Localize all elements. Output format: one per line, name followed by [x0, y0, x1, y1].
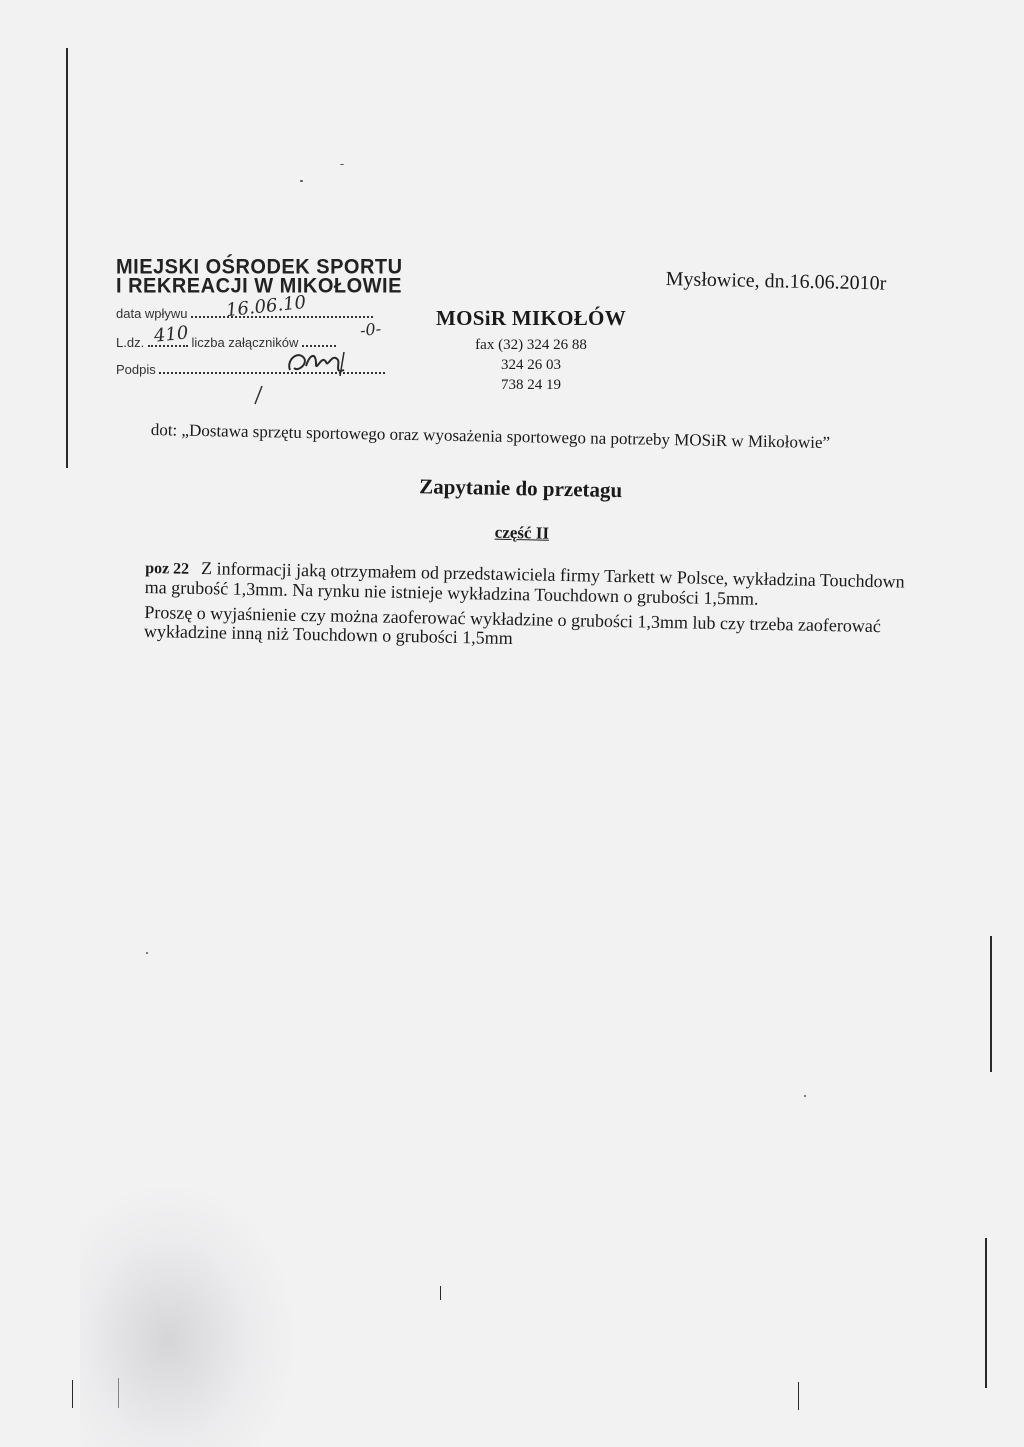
sender-phone-3: 738 24 19: [501, 377, 561, 393]
item-label: poz 22: [144, 559, 190, 578]
scan-speck: [146, 952, 148, 954]
scan-smudge: [80, 1180, 300, 1447]
stamp-attachments-value: -0-: [359, 318, 382, 341]
stamp-ldz-value: 410: [152, 322, 190, 347]
scan-edge-line-left: [66, 48, 68, 468]
stamp-date-value: 16.06.10: [225, 291, 308, 322]
request-paragraph: Proszę o wyjaśnienie czy można zaoferować wykładzine o grubości 1,3mm lub czy trzeba zaoferować wykładzine inną niż Touchdown o grubości 1,5mm: [143, 601, 882, 649]
place-and-date: Mysłowice, dn.16.06.2010r: [665, 268, 887, 295]
registration-stamp: [116, 255, 406, 377]
scan-mark-bottom-mid: [798, 1382, 799, 1410]
stamp-signature-label: Podpis: [116, 362, 156, 377]
stamp-ldz-label: L.dz.: [116, 335, 145, 350]
scan-speck: [300, 180, 303, 182]
scan-edge-line-right: [990, 936, 992, 1072]
pen-stroke-mark: [252, 384, 264, 406]
scan-mark-bottom-center: [440, 1286, 441, 1300]
scan-speck: [804, 1095, 806, 1097]
part-heading: część II: [494, 522, 550, 543]
stamp-date-label: data wpływu: [116, 306, 188, 321]
sender-organization: MOSiR MIKOŁÓW: [436, 306, 626, 330]
sender-phone-2: 324 26 03: [501, 357, 561, 373]
document-title: Zapytanie do przetagu: [419, 474, 623, 503]
sender-contact-block: [436, 306, 626, 394]
stamp-organization-line1: MIEJSKI OŚRODEK SPORTU: [116, 255, 403, 279]
stamp-organization-line2: I REKREACJI W MIKOŁOWIE: [116, 274, 402, 298]
stamp-attachments-label: liczba załączników: [191, 335, 299, 350]
scan-mark-bottom-left: [72, 1380, 73, 1408]
subject-line: dot: „Dostawa sprzętu sportowego oraz wyosażenia sportowego na potrzeby MOSiR w Mikołowie”: [150, 420, 831, 453]
handwritten-signature: [284, 342, 354, 378]
scan-speck: [340, 164, 344, 165]
letter-body: [144, 420, 928, 656]
scan-edge-line-right-lower: [985, 1238, 987, 1388]
sender-fax: fax (32) 324 26 88: [475, 337, 587, 353]
item-text: Z informacji jaką otrzymałem od przedstawiciela firmy Tarkett w Polsce, wykładzina Touchdown ma grubość 1,3mm. Na rynku nie istnieje wykładzina Touchdown o grubości 1,5mm.: [144, 558, 905, 609]
